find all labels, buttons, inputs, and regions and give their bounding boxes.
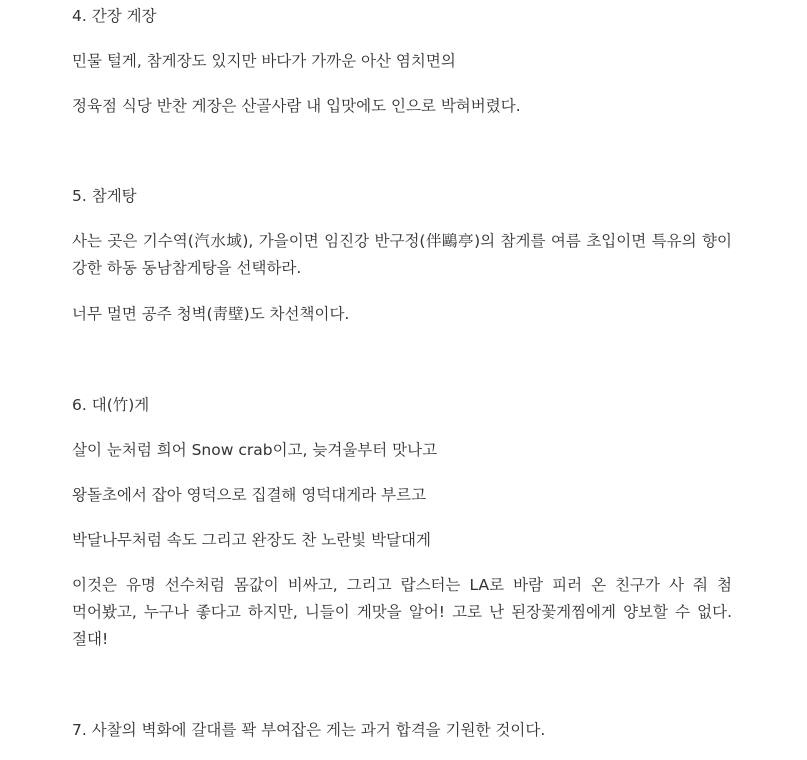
section-heading-6: 6. 대(竹)게 [72, 396, 150, 414]
paragraph: 박달나무처럼 속도 그리고 완장도 찬 노란빛 박달대게 [72, 531, 431, 549]
paragraph: 정육점 식당 반찬 게장은 산골사람 내 입맛에도 인으로 박혀버렸다. [72, 97, 521, 115]
paragraph: 살이 눈처럼 희어 Snow crab이고, 늦겨울부터 맛나고 [72, 441, 438, 459]
section-heading-5: 5. 참게탕 [72, 187, 137, 205]
paragraph: 이것은 유명 선수처럼 몸값이 비싸고, 그리고 랍스터는 LA로 바람 피러 온 친구가 사 줘 첨 먹어봤고, 누구나 좋다고 하지만, 니들이 게맛을 알어! 고로 난 된장꽃게찜에게 양보할 수 없다. 절대! [72, 576, 732, 648]
section-heading-4: 4. 간장 게장 [72, 7, 157, 25]
paragraph: 사는 곳은 기수역(汽水域), 가을이면 임진강 반구정(伴鷗亭)의 참게를 여름 초입이면 특유의 향이 강한 하동 동남참게탕을 선택하라. [72, 232, 732, 277]
section-heading-7: 7. 사찰의 벽화에 갈대를 꽉 부여잡은 게는 과거 합격을 기원한 것이다. [72, 721, 546, 739]
paragraph: 너무 멀면 공주 청벽(靑壁)도 차선책이다. [72, 305, 350, 323]
paragraph: 왕돌초에서 잡아 영덕으로 집결해 영덕대게라 부르고 [72, 486, 427, 504]
paragraph: 민물 털게, 참게장도 있지만 바다가 가까운 아산 염치면의 [72, 52, 456, 70]
